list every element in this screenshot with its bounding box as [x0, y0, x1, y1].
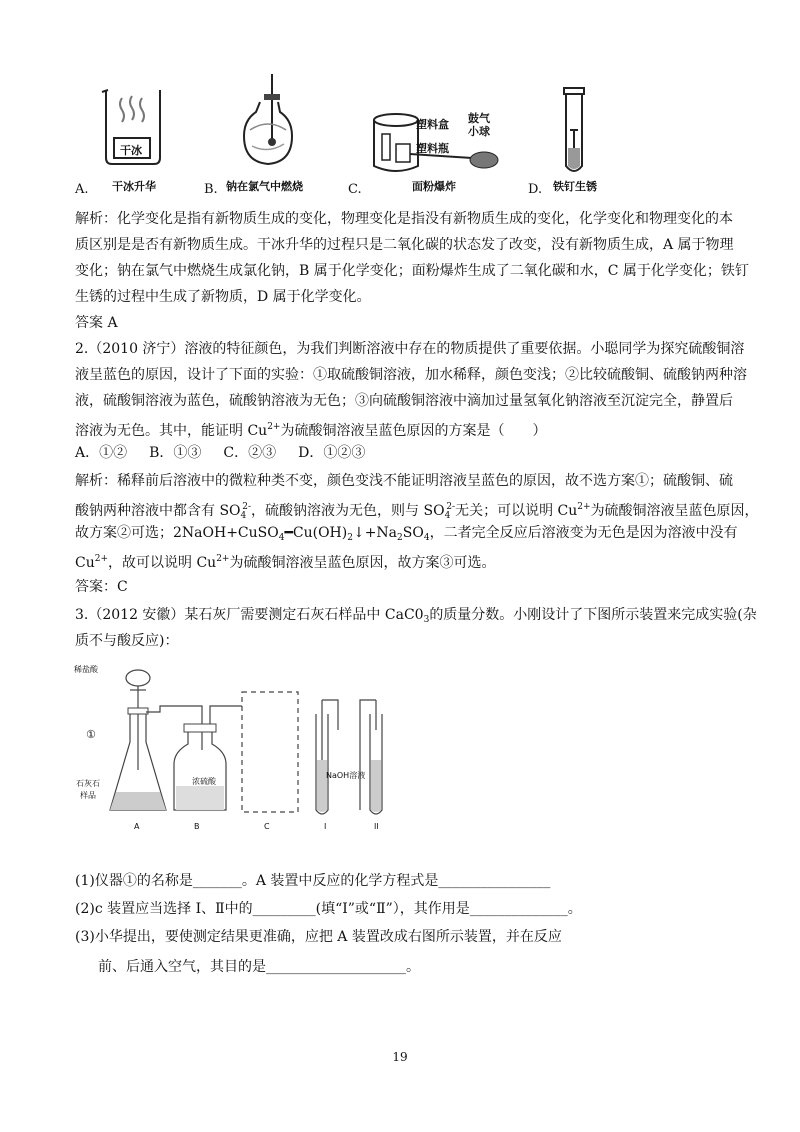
- q2-analysis-3b: ━Cu(OH): [284, 525, 348, 541]
- figure-c-label-box: 塑料盒: [416, 118, 449, 131]
- q3-sub-1: (1)仪器①的名称是_______。A 装置中反应的化学方程式是________________: [75, 873, 551, 889]
- q2-analysis-3e: ，二者完全反应后溶液变为无色是因为溶液中没有: [429, 525, 738, 541]
- figure-a-caption: 干冰升华: [112, 180, 156, 193]
- figure-a-inner-label: 干冰: [120, 144, 142, 157]
- label-b: B: [194, 822, 200, 831]
- figure-apparatus: [70, 660, 400, 840]
- q2-stem-4a: 溶液为无色。其中，能证明 Cu: [75, 423, 268, 439]
- figure-sodium-chlorine-flask: [238, 72, 298, 172]
- q2-analysis-4a: Cu: [75, 555, 95, 571]
- q2-analysis-2b: ，硫酸钠溶液为无色，则与 SO: [251, 503, 445, 519]
- sup-2minus: 2-: [446, 502, 456, 512]
- q1-answer: 答案 A: [75, 315, 118, 331]
- label-a: A: [134, 822, 140, 831]
- cu-charge: 2+: [267, 422, 281, 432]
- label-dilute-hcl: 稀盐酸: [74, 665, 98, 674]
- sup-2plus: 2+: [216, 554, 230, 564]
- sub-2: 2: [397, 533, 403, 543]
- figure-d-caption: 铁钉生锈: [553, 180, 597, 193]
- label-c: C: [264, 822, 270, 831]
- q1-analysis-line-4: 生锈的过程中生成了新物质，D 属于化学变化。: [75, 289, 371, 305]
- q3-stem-1b: 的质量分数。小刚设计了下图所示装置来完成实验(杂: [429, 607, 757, 623]
- figure-c-label-ball: 鼓气小球: [468, 112, 490, 138]
- sub-2: 2: [347, 533, 353, 543]
- label-instrument-1: ①: [86, 728, 96, 741]
- q3-stem-line-2: 质不与酸反应)：: [75, 633, 179, 649]
- page-number: 19: [392, 1050, 408, 1064]
- option-a-letter: A.: [75, 182, 89, 197]
- label-tube-ii: II: [374, 822, 379, 831]
- sub-4: 4: [444, 511, 451, 521]
- option-c-letter: C.: [348, 182, 362, 197]
- q2-analysis-3d: SO: [402, 525, 424, 541]
- q3-sub-2: (2)c 装置应当选择 I、Ⅱ中的_________(填“I”或“Ⅱ”），其作用是______________。: [75, 901, 582, 917]
- q2-choice-a: A．①②: [75, 445, 128, 461]
- q2-analysis-2c: 无关；可以说明 Cu: [455, 503, 578, 519]
- sub-4: 4: [423, 533, 430, 543]
- q2-choice-b: B．①③: [149, 445, 202, 461]
- sub-3: 3: [423, 615, 430, 625]
- q2-choice-d: D．①②③: [298, 445, 366, 461]
- q2-analysis-4b: ，故可以说明 Cu: [108, 555, 217, 571]
- label-conc-h2so4: 浓硫酸: [192, 777, 216, 786]
- q1-analysis-line-2: 质区别是是否有新物质生成。干冰升华的过程只是二氧化碳的状态发了改变，没有新物质生成，A 属于物理: [75, 237, 734, 253]
- figure-c-label-bottle: 塑料瓶: [416, 142, 449, 155]
- figure-c-caption: 面粉爆炸: [412, 180, 456, 193]
- q2-analysis-line-4: [75, 550, 495, 572]
- sup-2plus: 2+: [94, 554, 109, 564]
- q2-analysis-2a: 酸钠两种溶液中都含有 SO: [75, 503, 241, 519]
- q2-choices: [75, 444, 365, 462]
- q2-analysis-line-1: 解析：稀释前后溶液中的微粒种类不变，颜色变浅不能证明溶液呈蓝色的原因，故不选方案①；硫酸铜、硫: [75, 473, 733, 489]
- figure-b-caption: 钠在氯气中燃烧: [226, 180, 303, 193]
- q2-stem-line-4: [75, 418, 546, 440]
- q2-stem-line-2: 液呈蓝色的原因，设计了下面的实验：①取硫酸铜溶液，加水稀释，颜色变浅；②比较硫酸铜、硫酸钠两种溶: [75, 367, 747, 383]
- q3-sub-3: (3)小华提出，要使测定结果更准确，应把 A 装置改成右图所示装置，并在反应: [75, 929, 562, 945]
- sup-2plus: 2+: [577, 502, 591, 512]
- q2-stem-4b: 为硫酸铜溶液呈蓝色原因的方案是（ ）: [280, 423, 547, 439]
- label-tube-i: I: [324, 822, 327, 831]
- label-naoh: NaOH溶液: [326, 771, 366, 780]
- figure-iron-nail-tube: [558, 86, 590, 178]
- sup-2minus: 2-: [242, 502, 252, 512]
- q1-analysis-line-1: 解析：化学变化是指有新物质生成的变化，物理变化是指没有新物质生成的变化，化学变化和物理变化的本: [75, 211, 733, 227]
- q2-stem-line-3: 液，硫酸铜溶液为蓝色，硫酸钠溶液为无色；③向硫酸铜溶液中滴加过量氢氧化钠溶液至沉淀完全，静置后: [75, 393, 733, 409]
- q2-analysis-3c: ↓+Na: [352, 525, 398, 541]
- q2-stem-line-1: 2.（2010 济宁）溶液的特征颜色，为我们判断溶液中存在的物质提供了重要依据。小聪同学为探究硫酸铜溶: [75, 341, 745, 357]
- option-b-letter: B.: [204, 182, 218, 197]
- q2-analysis-4c: 为硫酸铜溶液呈蓝色原因，故方案③可选。: [229, 555, 496, 571]
- option-d-letter: D.: [528, 182, 543, 197]
- q2-analysis-2d: 为硫酸铜溶液呈蓝色原因，: [590, 503, 759, 519]
- label-limestone-2: 样品: [80, 791, 96, 800]
- label-limestone-1: 石灰石: [76, 779, 100, 788]
- q3-stem-1a: 3.（2012 安徽）某石灰厂需要测定石灰石样品中 CaC0: [75, 607, 424, 623]
- q2-choice-c: C．②③: [223, 445, 277, 461]
- q3-stem-line-1: [75, 606, 757, 629]
- sub-4: 4: [278, 533, 285, 543]
- q1-analysis-line-3: 变化；钠在氯气中燃烧生成氯化钠，B 属于化学变化；面粉爆炸生成了二氧化碳和水，C 属于化学变化；铁钉: [75, 263, 749, 279]
- q2-analysis-line-2: [75, 498, 759, 525]
- q2-answer: 答案：C: [75, 579, 128, 595]
- q2-analysis-line-3: [75, 524, 738, 547]
- sub-4: 4: [240, 511, 247, 521]
- q2-analysis-3a: 故方案②可选；2NaOH+CuSO: [75, 525, 279, 541]
- q3-sub-3-cont: 前、后通入空气，其目的是____________________。: [98, 959, 420, 975]
